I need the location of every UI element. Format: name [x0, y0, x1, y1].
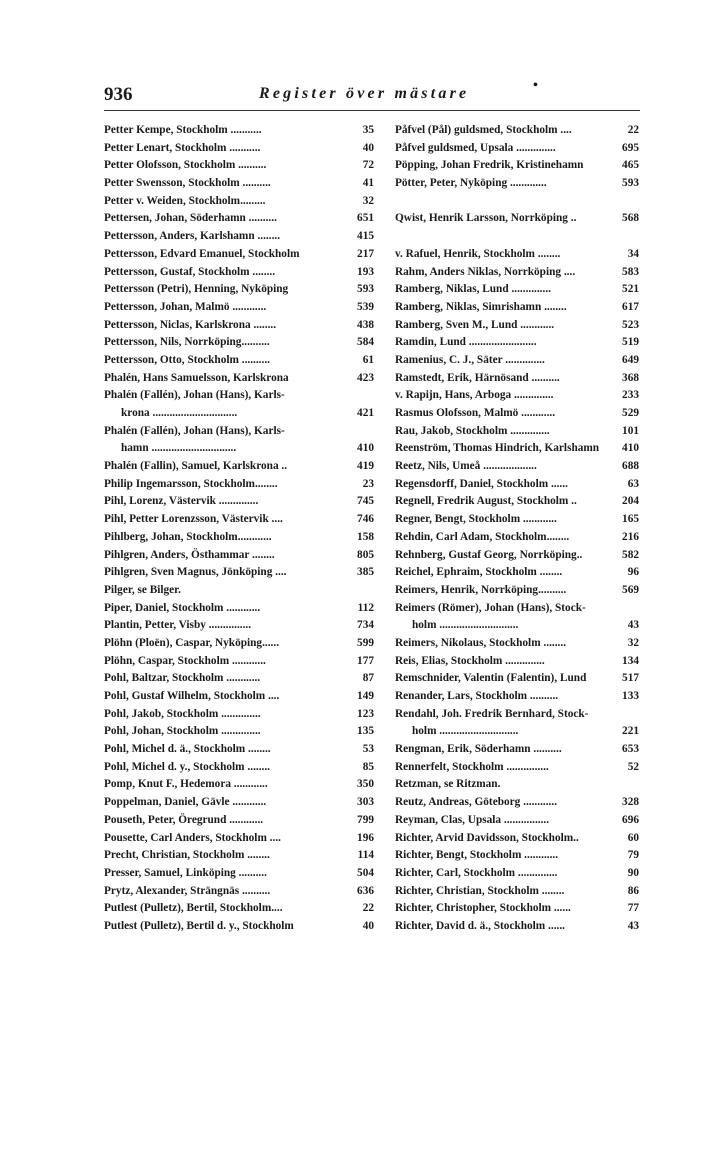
index-entry [395, 847, 639, 865]
entry-page-number: 40 [362, 919, 374, 932]
entry-name: Putlest (Pulletz), Bertil, Stockholm.... [104, 902, 283, 915]
index-entry [104, 511, 374, 529]
index-entry [395, 370, 639, 388]
entry-name: Pötter, Peter, Nyköping ............. [395, 177, 547, 190]
entry-name: Phalén (Fallén), Johan (Hans), Karls- [104, 424, 285, 437]
index-entry [395, 741, 639, 759]
entry-page-number: 303 [357, 796, 374, 809]
index-entry [104, 334, 374, 352]
section-gap [395, 228, 639, 246]
index-entry [395, 582, 639, 600]
index-entry [104, 122, 374, 140]
entry-name: v. Rafuel, Henrik, Stockholm ........ [395, 247, 561, 260]
entry-page-number: 112 [357, 601, 374, 614]
entry-name: Richter, Christopher, Stockholm ...... [395, 902, 571, 915]
entry-name: Pohl, Jakob, Stockholm .............. [104, 707, 261, 720]
entry-name: krona .............................. [121, 407, 238, 419]
index-entry [395, 405, 639, 423]
index-entry [104, 317, 374, 335]
entry-page-number: 593 [357, 283, 374, 296]
index-entry [104, 529, 374, 547]
index-entry [104, 210, 374, 228]
entry-page-number: 53 [362, 743, 374, 756]
entry-name: Reimers, Nikolaus, Stockholm ........ [395, 636, 567, 649]
entry-name: Richter, Carl, Stockholm .............. [395, 866, 558, 879]
entry-page-number: 745 [357, 495, 374, 508]
entry-page-number: 350 [357, 778, 374, 791]
index-entry [395, 706, 639, 724]
entry-name: Petter Lenart, Stockholm ........... [104, 141, 261, 154]
entry-page-number: 22 [362, 902, 374, 915]
entry-page-number: 438 [357, 318, 374, 331]
entry-name: Reetz, Nils, Umeå ................... [395, 460, 537, 473]
index-entry [104, 776, 374, 794]
entry-name: Reyman, Clas, Upsala ................ [395, 813, 550, 826]
index-entry [395, 334, 639, 352]
entry-name: Poppelman, Daniel, Gävle ............ [104, 796, 267, 809]
index-entry [395, 246, 639, 264]
index-entry [104, 847, 374, 865]
entry-page-number: 805 [357, 548, 374, 561]
entry-name: Ramberg, Niklas, Lund .............. [395, 283, 551, 296]
index-entry [395, 175, 639, 193]
index-entry [104, 723, 374, 741]
entry-name: Qwist, Henrik Larsson, Norrköping .. [395, 212, 577, 225]
entry-page-number: 410 [622, 442, 639, 455]
entry-page-number: 617 [622, 300, 639, 313]
entry-name: Richter, David d. ä., Stockholm ...... [395, 919, 565, 932]
entry-name: Ramberg, Niklas, Simrishamn ........ [395, 300, 567, 313]
index-entry [104, 794, 374, 812]
entry-name: Pettersson, Johan, Malmö ............ [104, 300, 267, 313]
entry-name: Plantin, Petter, Visby ............... [104, 619, 252, 632]
section-gap [395, 193, 639, 211]
entry-name: Pousette, Carl Anders, Stockholm .... [104, 831, 281, 844]
entry-page-number: 101 [622, 424, 639, 437]
index-entry [104, 812, 374, 830]
entry-name: Påfvel (Pål) guldsmed, Stockholm .... [395, 124, 572, 136]
entry-page-number: 23 [362, 477, 374, 490]
index-entry [104, 600, 374, 618]
entry-name: Pihlberg, Johan, Stockholm............ [104, 530, 272, 543]
entry-name: Pomp, Knut F., Hedemora ............ [104, 778, 268, 791]
index-entry [104, 193, 374, 211]
entry-page-number: 233 [622, 389, 639, 402]
entry-name: holm ............................ [412, 725, 519, 738]
entry-name: Pettersson, Nils, Norrköping.......... [104, 336, 270, 349]
index-entry [104, 370, 374, 388]
entry-name: Richter, Christian, Stockholm ........ [395, 884, 565, 897]
entry-page-number: 60 [627, 831, 639, 844]
entry-name: Reenström, Thomas Hindrich, Karlshamn [395, 442, 600, 455]
entry-page-number: 149 [357, 690, 374, 702]
entry-page-number: 539 [357, 300, 374, 313]
entry-name: Richter, Arvid Davidsson, Stockholm.. [395, 831, 579, 844]
page-header [104, 78, 640, 108]
entry-name: Regner, Bengt, Stockholm ............ [395, 513, 557, 526]
index-entry [395, 157, 639, 175]
entry-page-number: 40 [362, 141, 374, 154]
index-entry [395, 458, 639, 476]
page-number: 936 [104, 84, 133, 105]
entry-name: v. Rapijn, Hans, Arboga .............. [395, 389, 554, 402]
entry-name: Petter Kempe, Stockholm ........... [104, 124, 262, 136]
entry-name: Retzman, se Ritzman. [395, 778, 501, 791]
entry-page-number: 423 [357, 371, 374, 384]
entry-name: Pettersson, Anders, Karlshamn ........ [104, 230, 281, 243]
entry-page-number: 52 [627, 760, 639, 773]
index-entry [104, 883, 374, 901]
entry-page-number: 368 [622, 371, 639, 384]
entry-page-number: 22 [627, 124, 639, 136]
header-rule [104, 110, 640, 111]
entry-name: Pöpping, Johan Fredrik, Kristinehamn [395, 159, 584, 172]
entry-name: Pettersson, Gustaf, Stockholm ........ [104, 265, 276, 278]
entry-page-number: 734 [357, 619, 374, 632]
entry-name: Plöhn (Ploën), Caspar, Nyköping...... [104, 636, 280, 649]
index-entry [104, 635, 374, 653]
index-entry [395, 493, 639, 511]
entry-name: Rehdin, Carl Adam, Stockholm........ [395, 530, 570, 543]
entry-name: Pohl, Michel d. ä., Stockholm ........ [104, 743, 271, 756]
entry-page-number: 746 [357, 513, 374, 526]
index-entry [395, 883, 639, 901]
entry-page-number: 61 [362, 353, 374, 366]
index-entry [395, 653, 639, 671]
entry-page-number: 649 [622, 353, 639, 366]
index-entry [104, 157, 374, 175]
entry-page-number: 217 [357, 247, 374, 260]
entry-name: Rendahl, Joh. Fredrik Bernhard, Stock- [395, 707, 589, 720]
index-entry [395, 529, 639, 547]
entry-page-number: 63 [627, 477, 639, 490]
entry-name: Regnell, Fredrik August, Stockholm .. [395, 495, 577, 508]
entry-name: Pihl, Lorenz, Västervik .............. [104, 495, 259, 508]
index-entry [395, 210, 639, 228]
entry-page-number: 529 [622, 407, 639, 419]
entry-page-number: 165 [622, 513, 639, 526]
index-entry [104, 228, 374, 246]
entry-page-number: 133 [622, 690, 639, 702]
index-entry [104, 741, 374, 759]
entry-name: Reimers, Henrik, Norrköping.......... [395, 583, 567, 596]
index-entry [104, 617, 374, 635]
entry-page-number: 43 [627, 619, 639, 632]
index-entry [395, 440, 639, 458]
entry-page-number: 599 [357, 636, 374, 649]
entry-page-number: 177 [357, 654, 374, 667]
entry-name: Petter Olofsson, Stockholm .......... [104, 159, 267, 172]
entry-name: Pettersson, Niclas, Karlskrona ........ [104, 318, 277, 331]
entry-page-number: 87 [362, 672, 374, 685]
index-entry [395, 900, 639, 918]
index-entry [104, 264, 374, 282]
entry-name: Renander, Lars, Stockholm .......... [395, 690, 559, 702]
index-entry [104, 246, 374, 264]
entry-name: Reutz, Andreas, Göteborg ............ [395, 796, 558, 809]
index-entry [104, 918, 374, 936]
index-entry [395, 317, 639, 335]
index-entry [104, 140, 374, 158]
index-entry [395, 723, 639, 741]
index-entry [104, 670, 374, 688]
index-entry [104, 865, 374, 883]
index-column-right [395, 122, 639, 936]
entry-page-number: 584 [357, 336, 374, 349]
entry-name: Rahm, Anders Niklas, Norrköping .... [395, 265, 576, 278]
entry-name: Ramdin, Lund ........................ [395, 336, 537, 349]
entry-name: Pouseth, Peter, Öregrund ............ [104, 813, 264, 826]
index-entry [104, 281, 374, 299]
entry-page-number: 415 [357, 230, 374, 243]
entry-page-number: 41 [362, 177, 374, 190]
index-entry [395, 776, 639, 794]
entry-name: Pettersson, Otto, Stockholm .......... [104, 353, 270, 366]
index-entry [395, 140, 639, 158]
index-entry [104, 900, 374, 918]
entry-name: Phalén (Fallin), Samuel, Karlskrona .. [104, 460, 288, 473]
entry-page-number: 523 [622, 318, 639, 331]
entry-page-number: 134 [622, 654, 639, 667]
entry-name: Pohl, Michel d. y., Stockholm ........ [104, 760, 271, 773]
index-entry [395, 794, 639, 812]
entry-name: Reimers (Römer), Johan (Hans), Stock- [395, 601, 586, 614]
entry-name: Rennerfelt, Stockholm ............... [395, 760, 549, 773]
entry-page-number: 519 [622, 336, 639, 349]
entry-page-number: 421 [357, 407, 374, 419]
entry-name: hamn .............................. [121, 442, 237, 455]
entry-page-number: 204 [622, 495, 639, 508]
entry-page-number: 221 [622, 725, 639, 738]
entry-name: Pihl, Petter Lorenzsson, Västervik .... [104, 513, 283, 526]
index-entry [395, 812, 639, 830]
entry-page-number: 504 [357, 866, 374, 879]
entry-name: Richter, Bengt, Stockholm ............ [395, 849, 559, 862]
index-entry [104, 653, 374, 671]
entry-name: Ramstedt, Erik, Härnösand .......... [395, 371, 560, 384]
entry-name: Rau, Jakob, Stockholm .............. [395, 424, 550, 437]
index-entry [395, 476, 639, 494]
entry-name: Putlest (Pulletz), Bertil d. y., Stockholm [104, 919, 294, 932]
entry-page-number: 43 [627, 919, 639, 932]
entry-page-number: 216 [622, 530, 639, 543]
index-entry [395, 352, 639, 370]
entry-name: Pettersson (Petri), Henning, Nyköping [104, 283, 289, 296]
header-mark: • [533, 78, 538, 93]
entry-name: Rasmus Olofsson, Malmö ............ [395, 407, 556, 419]
index-entry [395, 918, 639, 936]
index-entry [395, 547, 639, 565]
index-entry [395, 670, 639, 688]
entry-name: Phalén (Fallén), Johan (Hans), Karls- [104, 389, 285, 402]
entry-page-number: 695 [622, 141, 639, 154]
index-entry [395, 617, 639, 635]
index-entry [104, 476, 374, 494]
entry-name: Regensdorff, Daniel, Stockholm ...... [395, 477, 568, 490]
entry-name: Reichel, Ephraim, Stockholm ........ [395, 566, 563, 579]
index-entry [104, 352, 374, 370]
entry-page-number: 72 [362, 159, 374, 172]
index-entry [104, 440, 374, 458]
index-entry [395, 423, 639, 441]
entry-page-number: 32 [627, 636, 639, 649]
entry-page-number: 688 [622, 460, 639, 473]
entry-name: Prytz, Alexander, Strängnäs .......... [104, 884, 271, 897]
entry-page-number: 328 [622, 796, 639, 809]
entry-page-number: 96 [627, 566, 639, 579]
index-entry [395, 759, 639, 777]
entry-name: Remschnider, Valentin (Falentin), Lund [395, 672, 587, 685]
entry-page-number: 32 [362, 194, 374, 207]
index-entry [104, 175, 374, 193]
entry-page-number: 521 [622, 283, 639, 296]
entry-name: Plöhn, Caspar, Stockholm ............ [104, 654, 266, 667]
index-entry [104, 582, 374, 600]
index-entry [395, 511, 639, 529]
entry-name: Rengman, Erik, Söderhamn .......... [395, 743, 562, 756]
index-entry [104, 458, 374, 476]
entry-name: Pohl, Baltzar, Stockholm ............ [104, 672, 261, 685]
entry-name: Pettersson, Edvard Emanuel, Stockholm [104, 247, 300, 260]
entry-name: Pihlgren, Anders, Östhammar ........ [104, 548, 275, 561]
index-entry [395, 281, 639, 299]
entry-page-number: 653 [622, 743, 639, 756]
index-entry [395, 122, 639, 140]
index-entry [104, 299, 374, 317]
entry-page-number: 582 [622, 548, 639, 561]
entry-page-number: 158 [357, 530, 374, 543]
index-entry [395, 865, 639, 883]
entry-page-number: 593 [622, 177, 639, 190]
entry-page-number: 410 [357, 442, 374, 455]
index-column-left [104, 122, 374, 936]
entry-page-number: 34 [627, 247, 639, 260]
entry-name: Pilger, se Bilger. [104, 583, 181, 596]
entry-name: Presser, Samuel, Linköping .......... [104, 866, 267, 879]
entry-page-number: 193 [357, 265, 374, 278]
index-entry [104, 688, 374, 706]
index-entry [104, 423, 374, 441]
entry-name: holm ............................ [412, 619, 519, 632]
index-entry [395, 688, 639, 706]
entry-name: Rehnberg, Gustaf Georg, Norrköping.. [395, 548, 583, 561]
index-entry [104, 547, 374, 565]
running-title: Register över mästare [259, 85, 470, 102]
index-entry [395, 830, 639, 848]
entry-name: Phalén, Hans Samuelsson, Karlskrona [104, 371, 289, 384]
index-entry [104, 759, 374, 777]
entry-name: Petter Swensson, Stockholm .......... [104, 177, 271, 190]
entry-page-number: 419 [357, 460, 374, 473]
entry-page-number: 196 [357, 831, 374, 844]
entry-page-number: 90 [627, 866, 639, 879]
entry-page-number: 568 [622, 212, 639, 225]
index-entry [395, 564, 639, 582]
entry-page-number: 35 [362, 124, 374, 136]
index-entry [395, 387, 639, 405]
entry-name: Pohl, Gustaf Wilhelm, Stockholm .... [104, 690, 280, 702]
index-entry [104, 387, 374, 405]
entry-name: Philip Ingemarsson, Stockholm........ [104, 477, 278, 490]
index-entry [395, 635, 639, 653]
index-entry [104, 706, 374, 724]
entry-name: Piper, Daniel, Stockholm ............ [104, 601, 261, 614]
entry-page-number: 799 [357, 813, 374, 826]
entry-page-number: 114 [357, 849, 374, 862]
entry-page-number: 651 [357, 212, 374, 225]
entry-page-number: 636 [357, 884, 374, 897]
entry-page-number: 517 [622, 672, 639, 685]
index-entry [395, 600, 639, 618]
entry-page-number: 135 [357, 725, 374, 738]
index-entry [395, 264, 639, 282]
index-entry [395, 299, 639, 317]
entry-page-number: 465 [622, 159, 639, 172]
entry-name: Precht, Christian, Stockholm ........ [104, 849, 270, 862]
entry-name: Påfvel guldsmed, Upsala .............. [395, 141, 556, 154]
entry-name: Ramenius, C. J., Säter .............. [395, 353, 545, 366]
index-entry [104, 830, 374, 848]
entry-page-number: 79 [627, 849, 639, 862]
entry-name: Pihlgren, Sven Magnus, Jönköping .... [104, 566, 287, 579]
entry-page-number: 385 [357, 566, 374, 579]
entry-page-number: 123 [357, 707, 374, 720]
entry-page-number: 583 [622, 265, 639, 278]
entry-page-number: 696 [622, 813, 639, 826]
index-entry [104, 493, 374, 511]
index-entry [104, 405, 374, 423]
entry-name: Ramberg, Sven M., Lund ............ [395, 318, 555, 331]
entry-name: Reis, Elias, Stockholm .............. [395, 654, 545, 667]
entry-name: Petter v. Weiden, Stockholm......... [104, 194, 266, 207]
index-entry [104, 564, 374, 582]
entry-page-number: 77 [627, 902, 639, 915]
entry-name: Pohl, Johan, Stockholm .............. [104, 725, 261, 738]
entry-page-number: 569 [622, 583, 639, 596]
entry-page-number: 86 [627, 884, 639, 897]
entry-name: Pettersen, Johan, Söderhamn .......... [104, 212, 277, 225]
entry-page-number: 85 [362, 760, 374, 773]
